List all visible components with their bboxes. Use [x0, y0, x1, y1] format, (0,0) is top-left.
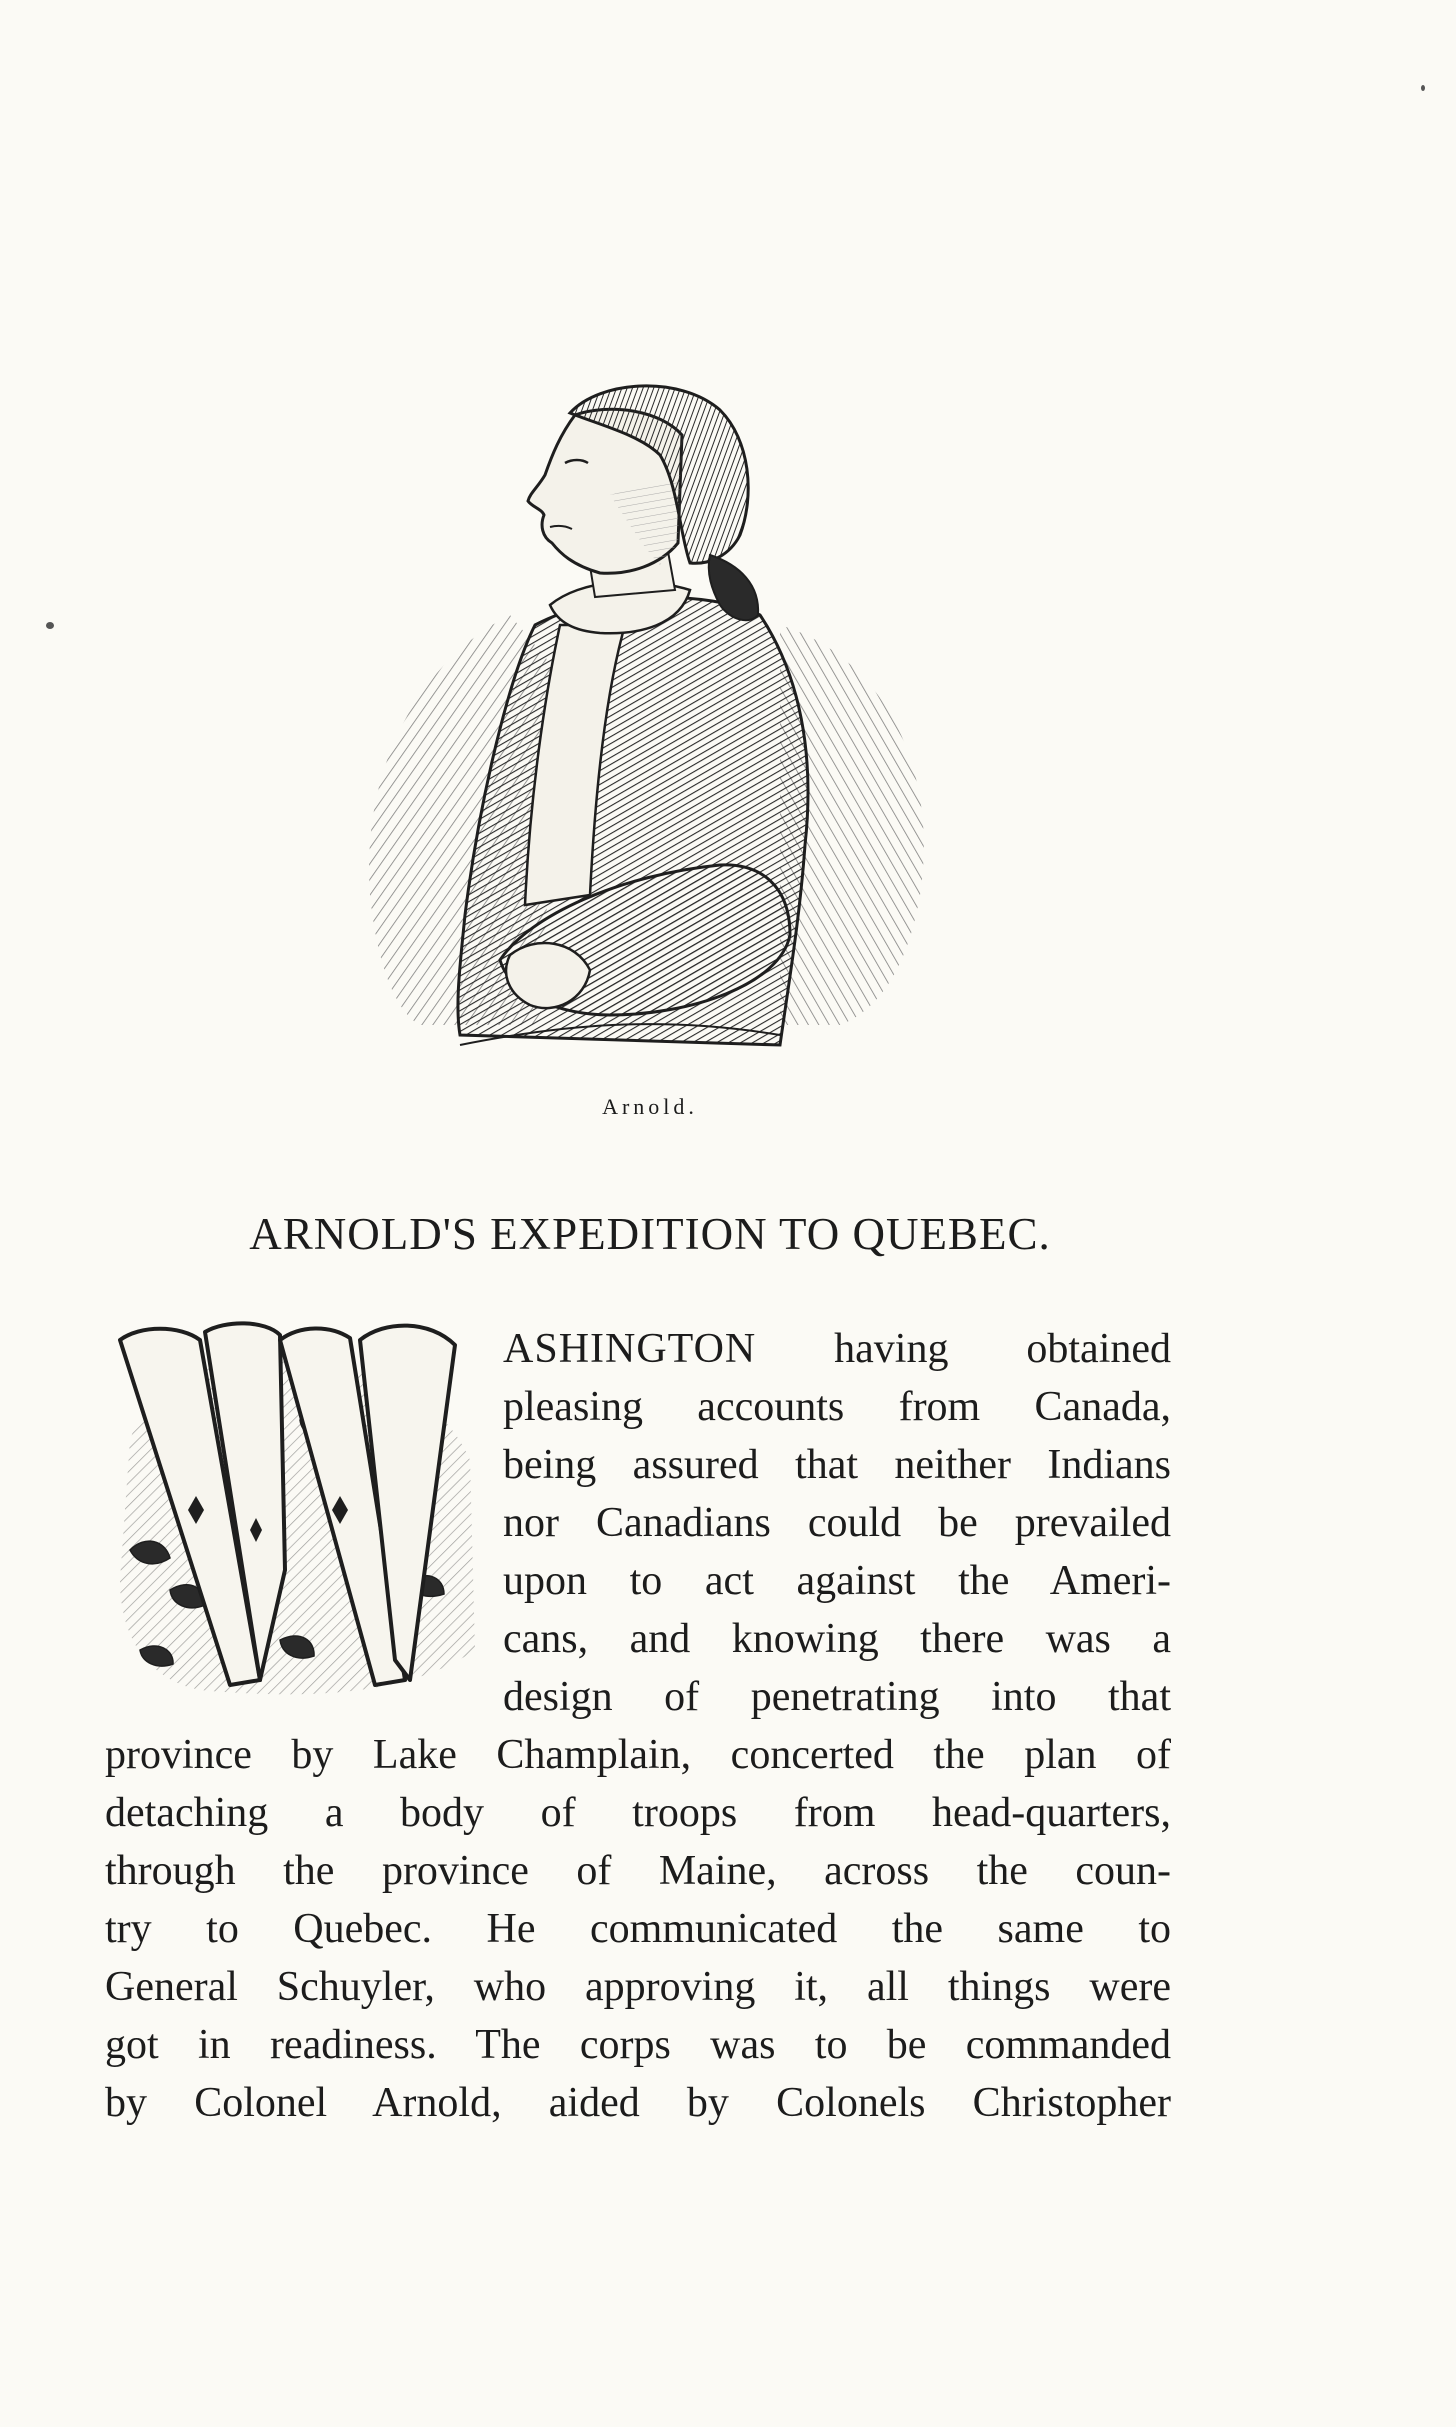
- paragraph-line: by Colonel Arnold, aided by Colonels Christopher: [105, 2080, 1171, 2126]
- paragraph-line: through the province of Maine, across the coun-: [105, 1848, 1171, 1894]
- speck: [1421, 85, 1425, 91]
- paragraph-line: being assured that neither Indians: [503, 1442, 1171, 1488]
- paragraph-line: pleasing accounts from Canada,: [503, 1384, 1171, 1430]
- chapter-title: ARNOLD'S EXPEDITION TO QUEBEC.: [249, 1209, 1051, 1259]
- paragraph-line: [503, 1320, 1171, 1378]
- paragraph-line: design of penetrating into that: [503, 1674, 1171, 1720]
- paragraph-line-text: having obtained: [834, 1326, 1172, 1372]
- paragraph-line: upon to act against the Ameri-: [503, 1558, 1171, 1604]
- portrait-illustration: [360, 375, 940, 1075]
- drop-cap-word-rest: ASHINGTON: [503, 1326, 757, 1372]
- speck: [46, 622, 54, 629]
- paragraph-line: nor Canadians could be prevailed: [503, 1500, 1171, 1546]
- paragraph-line: cans, and knowing there was a: [503, 1616, 1171, 1662]
- paragraph-line: General Schuyler, who approving it, all things were: [105, 1964, 1171, 2010]
- figure-caption: Arnold.: [602, 1094, 698, 1119]
- drop-cap-letter-w: [110, 1320, 480, 1705]
- paragraph-line: province by Lake Champlain, concerted the plan of: [105, 1732, 1171, 1778]
- paragraph-line: got in readiness. The corps was to be commanded: [105, 2022, 1171, 2068]
- paragraph-line: try to Quebec. He communicated the same to: [105, 1906, 1171, 1952]
- paragraph-line: detaching a body of troops from head-quarters,: [105, 1790, 1171, 1836]
